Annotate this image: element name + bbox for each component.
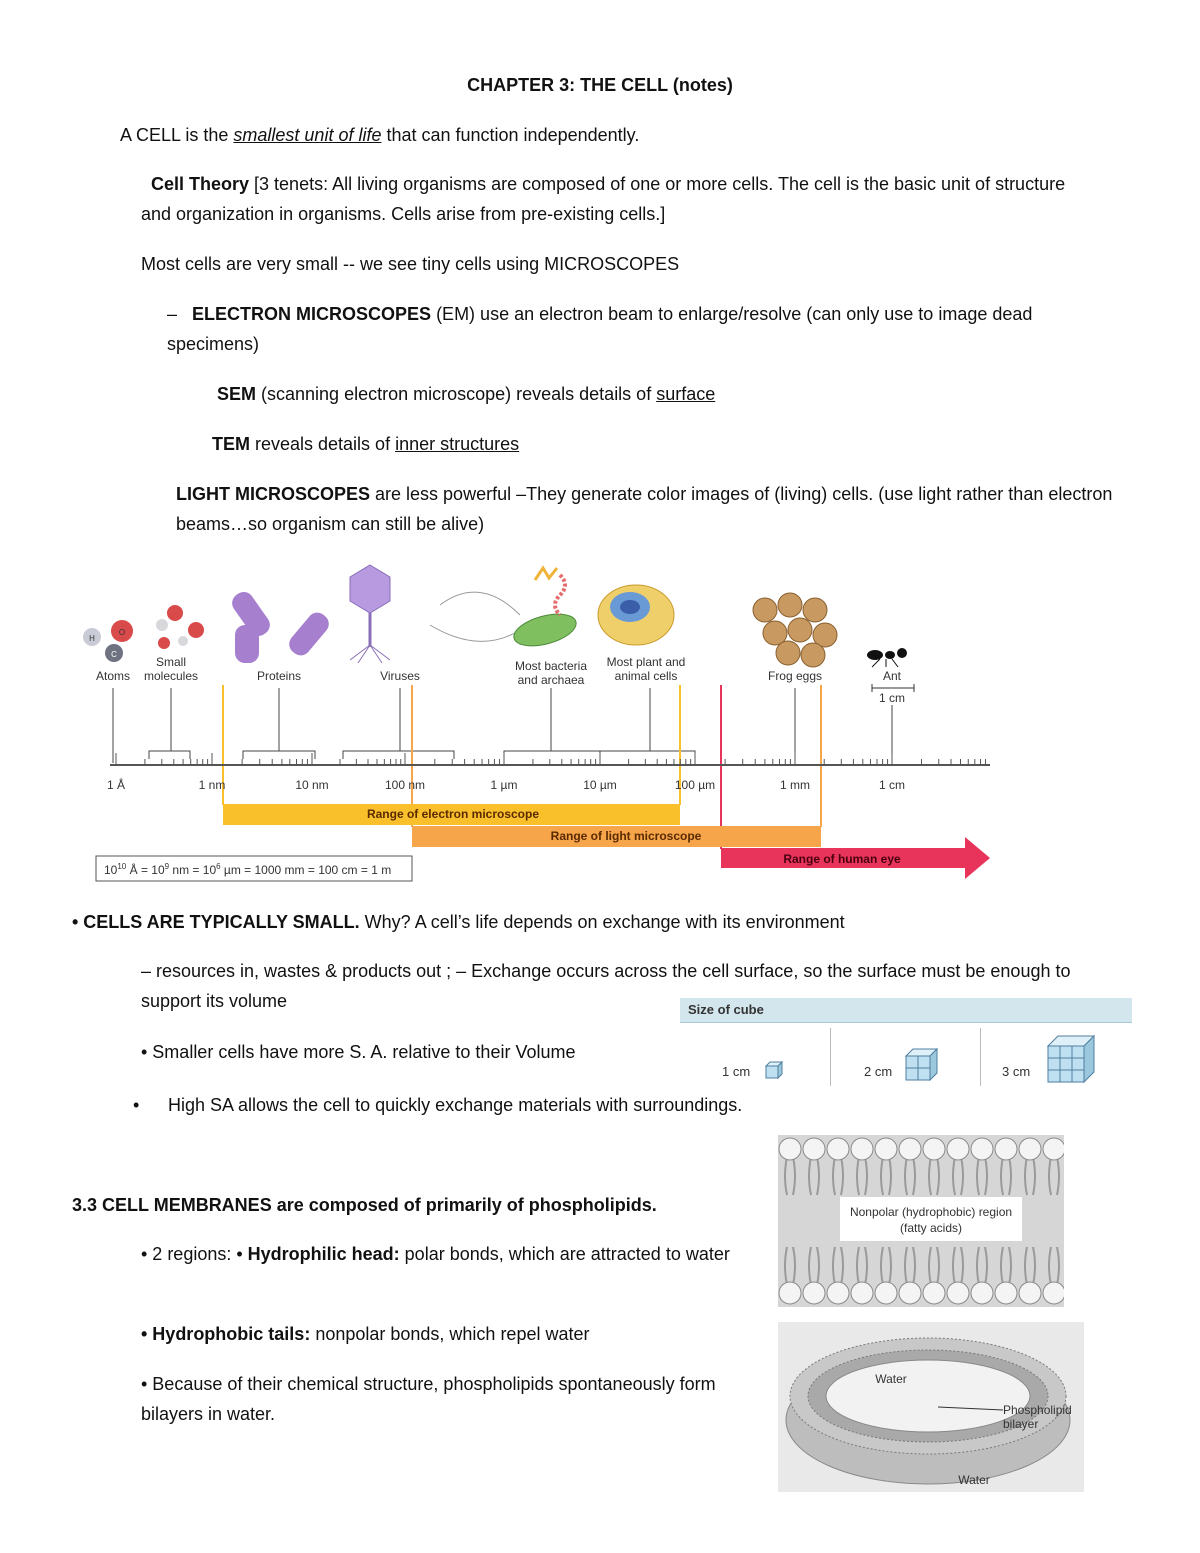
cell-definition: A CELL is the smallest unit of life that can function independently. [120,125,640,145]
phospholipid-head [995,1138,1017,1160]
phospholipid-head [1019,1138,1041,1160]
small-molecules-illustration [156,605,204,649]
label-atoms: Atoms [95,669,131,683]
phospholipid-head [827,1282,849,1304]
phospholipid-head [1043,1138,1064,1160]
range-light-label: Range of light microscope [550,829,702,843]
phospholipid-tail [905,1247,907,1285]
tick-1cm: 1 cm [878,778,906,792]
cell-theory-heading: Cell Theory [151,174,250,194]
conversion-text: $10^{10}$ Å = $10^9$ nm = $10^6$ µm = 1000 mm = 100 cm = 1 m [104,862,392,877]
phospholipid-tail [881,1247,883,1285]
label-plant-cells-1: Most plant and [606,655,686,669]
phospholipid-tail [841,1157,843,1195]
tem-text: TEM reveals details of inner structures [212,434,520,454]
phospholipid-tail [1025,1247,1027,1285]
phospholipid-head [827,1138,849,1160]
label-plant-cells-2: animal cells [614,669,678,683]
label-proteins: Proteins [256,669,302,683]
resources-text: – resources in, wastes & products out ; – Exchange occurs across the cell surface, so the surface must be enough to support its volume [141,961,1071,1011]
cell-theory: Cell Theory [3 tenets: All living organisms are composed of one or more cells. The cell is the basic unit of structure and organization in organisms. Cells arise from pre-existing cells.] [141,174,1066,224]
cells-small-text: • CELLS ARE TYPICALLY SMALL. Why? A cell’s life depends on exchange with its environment [72,912,845,932]
phospholipid-head [803,1282,825,1304]
phospholipid-tail [833,1247,835,1285]
bilayer-label-1: Nonpolar (hydrophobic) region [849,1205,1013,1219]
phospholipid-tail [809,1247,811,1285]
bilayer-label-2: (fatty acids) [899,1221,963,1235]
phospholipid-tail [1049,1157,1051,1195]
phospholipid-tail [809,1157,811,1195]
phospholipid-tail [929,1157,931,1195]
bacteria-illustration [430,568,580,652]
page-title: CHAPTER 3: THE CELL (notes) [467,75,733,95]
membranes-heading: 3.3 CELL MEMBRANES are composed of primarily of phospholipids. [72,1195,657,1215]
phospholipid-tail [865,1247,867,1285]
phospholipid-tail [817,1157,819,1195]
phospholipid-tail [937,1247,939,1285]
sem-text: SEM (scanning electron microscope) reveals details of surface [217,384,716,404]
tick-1um: 1 µm [490,778,518,792]
high-sa-bullet: • [133,1095,140,1115]
vesicle-water-outside: Water [958,1473,990,1487]
phospholipid-tail [985,1247,987,1285]
phospholipid-tail [1001,1247,1003,1285]
phospholipid-tail [1057,1157,1059,1195]
proteins-illustration [228,588,333,663]
phospholipid-tail [793,1157,795,1195]
tick-100nm: 100 nm [384,778,426,792]
label-small-molecules-2: molecules [143,669,199,683]
phospholipid-tail [1025,1157,1027,1195]
tails-text: • Hydrophobic tails: nonpolar bonds, which repel water [141,1324,590,1344]
phospholipid-head [971,1282,993,1304]
phospholipid-head [899,1138,921,1160]
phospholipid-tail [953,1247,955,1285]
phospholipid-tail [913,1247,915,1285]
phospholipid-head [923,1282,945,1304]
phospholipid-tail [961,1247,963,1285]
high-sa-text: High SA allows the cell to quickly exchange materials with surroundings. [168,1095,743,1115]
phospholipid-tail [857,1157,859,1195]
cube-size-figure [680,998,1132,1090]
phospholipid-tail [913,1157,915,1195]
phospholipid-head [947,1282,969,1304]
phospholipid-tail [841,1247,843,1285]
phospholipid-tail [1033,1157,1035,1195]
cube-label-1cm: 1 cm [722,1064,751,1079]
tick-1A: 1 Å [106,778,126,792]
phospholipid-tail [929,1247,931,1285]
phospholipid-tail [817,1247,819,1285]
phospholipid-tail [865,1157,867,1195]
cube-label-3cm: 3 cm [1002,1064,1031,1079]
phospholipid-head [779,1282,801,1304]
phospholipid-tail [857,1247,859,1285]
tick-1nm: 1 nm [198,778,226,792]
phospholipid-tail [985,1157,987,1195]
phospholipid-tail [1001,1157,1003,1195]
phospholipid-head [851,1282,873,1304]
phospholipid-tail [1057,1247,1059,1285]
frog-eggs-illustration [753,593,837,667]
because-text: • Because of their chemical structure, phospholipids spontaneously form bilayers in water. [141,1374,716,1424]
tick-10um: 10 µm [583,778,617,792]
phospholipid-tail [881,1157,883,1195]
phospholipid-head [779,1138,801,1160]
phospholipid-head [947,1138,969,1160]
phospholipid-tail [977,1247,979,1285]
phospholipid-bilayer-figure [778,1135,1064,1307]
phospholipid-tail [1033,1247,1035,1285]
regions-text: • 2 regions: • Hydrophilic head: polar bonds, which are attracted to water [141,1244,730,1264]
cubes-svg [680,1024,1132,1090]
label-ant-scale: 1 cm [878,691,906,705]
phospholipid-tail [1009,1247,1011,1285]
phospholipid-head [899,1282,921,1304]
cube-3cm [1048,1036,1094,1082]
phospholipid-tail [961,1157,963,1195]
range-eye-label: Range of human eye [783,852,901,866]
tick-10nm: 10 nm [295,778,329,792]
phospholipid-tail [953,1157,955,1195]
phospholipid-head [875,1138,897,1160]
phospholipid-tail [889,1157,891,1195]
vesicle-bilayer-label-1: Phospholipid [1003,1403,1072,1417]
phospholipid-head [923,1138,945,1160]
virus-illustration [350,565,390,663]
label-ant: Ant [882,669,902,683]
phospholipid-tail [1049,1247,1051,1285]
cube-1cm [766,1062,782,1078]
phospholipid-head [875,1282,897,1304]
electron-microscopes: – ELECTRON MICROSCOPES (EM) use an electron beam to enlarge/resolve (can only use to image dead specimens) [167,304,1033,354]
pointer-lines [113,688,892,763]
smaller-cells-text: • Smaller cells have more S. A. relative to their Volume [141,1042,576,1062]
light-microscopes: LIGHT MICROSCOPES are less powerful –They generate color images of (living) cells. (use light rather than electron beams…so organism can still be alive) [176,484,1113,534]
vesicle-bilayer-label-2: bilayer [1003,1417,1039,1431]
phospholipid-tail [937,1157,939,1195]
tick-1mm: 1 mm [780,778,810,792]
vesicle-water-inside: Water [875,1372,907,1386]
phospholipid-tail [977,1157,979,1195]
phospholipid-head [995,1282,1017,1304]
svg-text:C: C [111,650,117,659]
phospholipid-tail [785,1157,787,1195]
phospholipid-head [803,1138,825,1160]
phospholipid-head [1019,1282,1041,1304]
cube-label-2cm: 2 cm [864,1064,893,1079]
ant-illustration [867,648,907,667]
cube-figure-title: Size of cube [688,1002,764,1017]
label-small-molecules-1: Small [155,655,187,669]
svg-text:H: H [89,634,95,643]
phospholipid-tail [785,1247,787,1285]
most-cells-text: Most cells are very small -- we see tiny cells using MICROSCOPES [141,254,680,274]
label-bacteria-1: Most bacteria [514,659,588,673]
vesicle-figure [778,1322,1084,1492]
phospholipid-head [971,1138,993,1160]
tick-100um: 100 µm [674,778,716,792]
label-frog-eggs: Frog eggs [767,669,823,683]
phospholipid-tail [889,1247,891,1285]
phospholipid-tail [833,1157,835,1195]
label-viruses: Viruses [380,669,420,683]
definition-emphasis: smallest unit of life [233,125,382,145]
atoms-illustration [83,620,133,662]
phospholipid-head [851,1138,873,1160]
phospholipid-tail [905,1157,907,1195]
range-electron-label: Range of electron microscope [366,807,540,821]
cell-size-scale-figure [80,555,1000,890]
phospholipid-tail [793,1247,795,1285]
phospholipid-head [1043,1282,1064,1304]
cube-2cm [906,1049,937,1080]
svg-text:O: O [118,628,126,637]
plant-animal-cell-illustration [598,585,674,645]
label-bacteria-2: and archaea [517,673,585,687]
phospholipid-tail [1009,1157,1011,1195]
